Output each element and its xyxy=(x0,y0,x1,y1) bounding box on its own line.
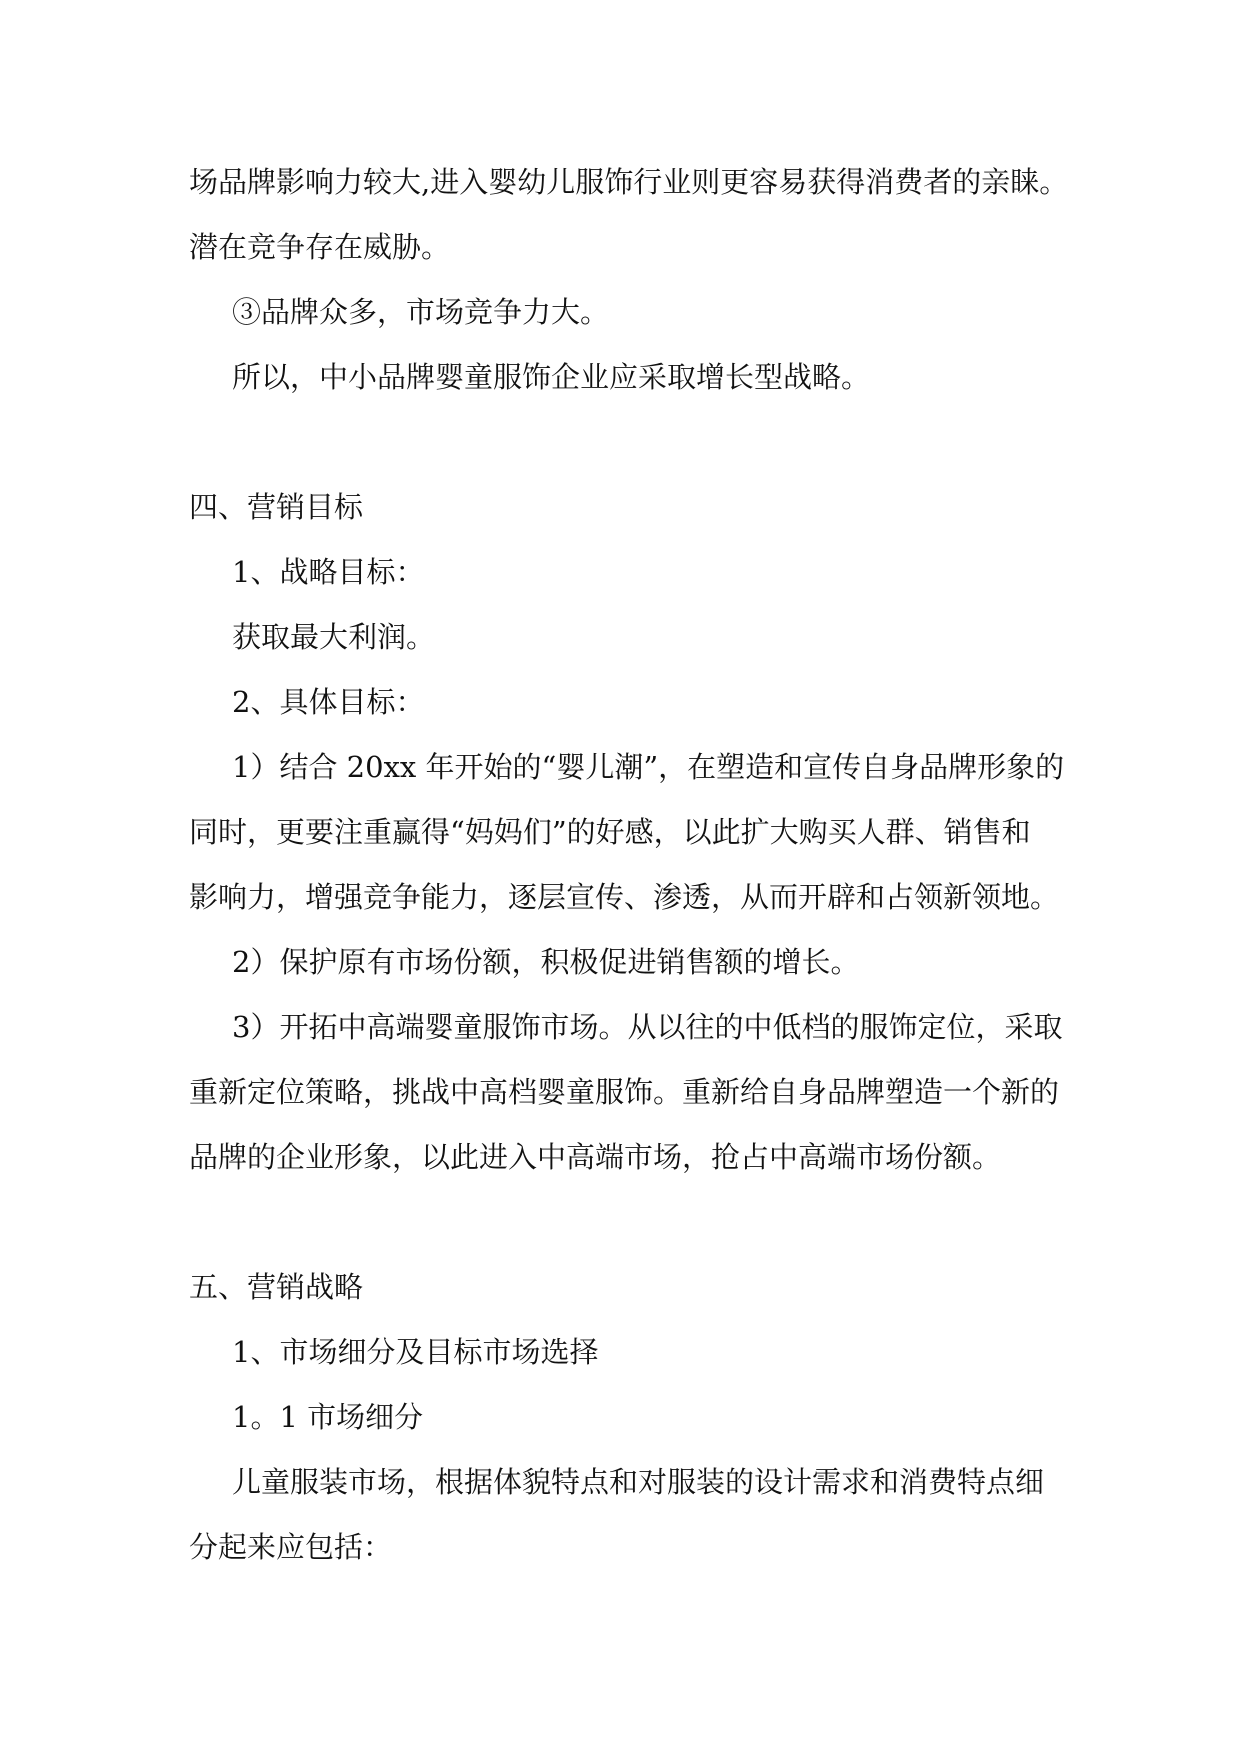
goal-2-line-1: 2）保护原有市场份额，积极促进销售额的增长。 xyxy=(232,945,860,979)
list-item-brands: ③品牌众多，市场竞争力大。 xyxy=(232,295,610,329)
paragraph-line-2: 潜在竞争存在威胁。 xyxy=(189,230,451,264)
paragraph-line-1: 场品牌影响力较大,进入婴幼儿服饰行业则更容易获得消费者的亲睐。 xyxy=(189,165,1069,199)
section-heading-marketing-goals: 四、营销目标 xyxy=(189,490,364,524)
strategic-goal-text: 获取最大利润。 xyxy=(232,620,436,654)
conclusion-line: 所以，中小品牌婴童服饰企业应采取增长型战略。 xyxy=(232,360,871,394)
goal-1-line-3: 影响力，增强竞争能力，逐层宣传、渗透，从而开辟和占领新领地。 xyxy=(189,880,1060,914)
goal-1-line-2: 同时，更要注重赢得“妈妈们”的好感，以此扩大购买人群、销售和 xyxy=(189,815,1031,849)
segmentation-line-1: 儿童服装市场，根据体貌特点和对服装的设计需求和消费特点细 xyxy=(232,1465,1045,1499)
goal-1-line-1: 1）结合 20xx 年开始的“婴儿潮”，在塑造和宣传自身品牌形象的 xyxy=(232,750,1065,784)
subheading-strategic-goal: 1、战略目标： xyxy=(232,555,425,589)
goal-3-line-2: 重新定位策略，挑战中高档婴童服饰。重新给自身品牌塑造一个新的 xyxy=(189,1075,1060,1109)
subheading-segmentation: 1、市场细分及目标市场选择 xyxy=(232,1335,599,1369)
segmentation-line-2: 分起来应包括： xyxy=(189,1530,393,1564)
subheading-specific-goals: 2、具体目标： xyxy=(232,685,425,719)
goal-3-line-3: 品牌的企业形象，以此进入中高端市场，抢占中高端市场份额。 xyxy=(189,1140,1002,1174)
section-heading-marketing-strategy: 五、营销战略 xyxy=(189,1270,364,1304)
goal-3-line-1: 3）开拓中高端婴童服饰市场。从以往的中低档的服饰定位，采取 xyxy=(232,1010,1063,1044)
subheading-market-segmentation: 1。1 市场细分 xyxy=(232,1400,424,1434)
